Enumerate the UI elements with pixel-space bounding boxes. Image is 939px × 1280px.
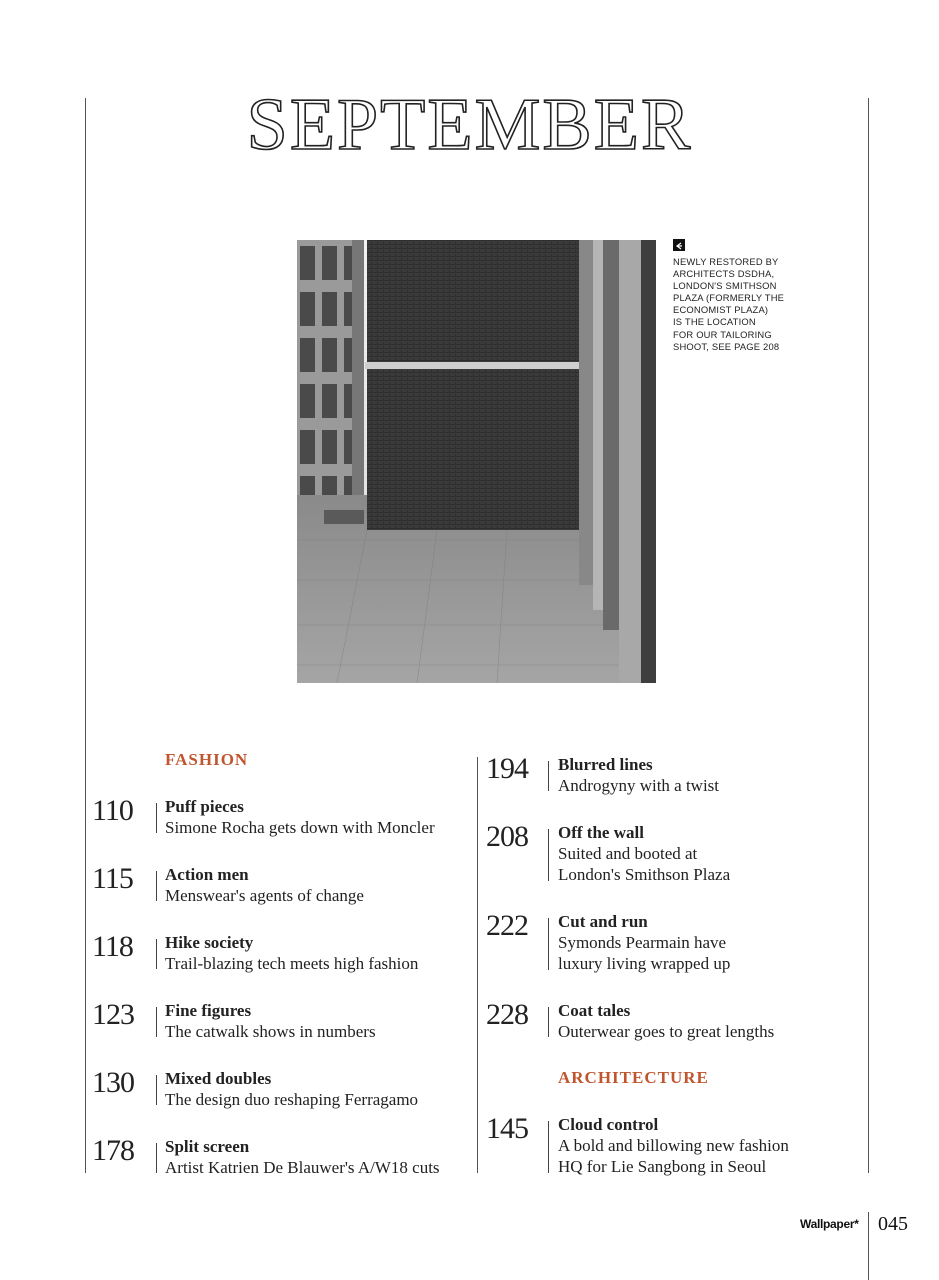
entry-divider: [548, 918, 549, 970]
caption-line: ECONOMIST PLAZA): [673, 304, 769, 316]
caption-line: PLAZA (FORMERLY THE: [673, 292, 785, 304]
footer-logo: Wallpaper*: [800, 1217, 859, 1231]
entry-description: Suited and booted at: [558, 844, 698, 863]
entry-title: Split screen: [165, 1137, 250, 1156]
caption-line: ARCHITECTS DSDHA,: [673, 268, 775, 280]
page-number: 228: [486, 998, 528, 1031]
entry-description: luxury living wrapped up: [558, 954, 731, 973]
entry-description: Androgyny with a twist: [558, 776, 720, 795]
entry-divider: [548, 1007, 549, 1037]
masthead-title: SEPTEMBER: [246, 84, 693, 166]
entry-divider: [548, 829, 549, 881]
entry-divider: [156, 803, 157, 833]
entry-description: The design duo reshaping Ferragamo: [165, 1090, 419, 1109]
caption-line: IS THE LOCATION: [673, 316, 756, 328]
page-number: 222: [486, 909, 528, 942]
caption-line: NEWLY RESTORED BY: [673, 256, 779, 267]
column-divider: [477, 757, 478, 1173]
entry-title: Off the wall: [558, 823, 644, 842]
footer-page-number: 045: [878, 1213, 908, 1235]
page-number: 208: [486, 820, 528, 853]
entry-description: HQ for Lie Sangbong in Seoul: [558, 1157, 767, 1176]
entry-title: Hike society: [165, 933, 254, 952]
footer-rule: [868, 1212, 869, 1280]
entry-description: Simone Rocha gets down with Moncler: [165, 818, 435, 837]
entry-description: Trail-blazing tech meets high fashion: [165, 954, 419, 973]
entry-description: The catwalk shows in numbers: [165, 1022, 376, 1041]
entry-divider: [156, 1007, 157, 1037]
entry-title: Cloud control: [558, 1115, 659, 1134]
page-number: 115: [92, 862, 133, 895]
page-number: 118: [92, 930, 133, 963]
entry-description: A bold and billowing new fashion: [558, 1136, 789, 1155]
page-number: 110: [92, 794, 133, 827]
entry-divider: [548, 1121, 549, 1173]
caption-line: LONDON'S SMITHSON: [673, 280, 777, 292]
entry-title: Mixed doubles: [165, 1069, 272, 1088]
entry-description: London's Smithson Plaza: [558, 865, 731, 884]
entry-title: Fine figures: [165, 1001, 252, 1020]
left-page-rule: [85, 98, 86, 1173]
entry-divider: [548, 761, 549, 791]
entry-description: Artist Katrien De Blauwer's A/W18 cuts: [165, 1158, 440, 1177]
page-number: 123: [92, 998, 134, 1031]
page-number: 194: [486, 752, 528, 785]
section-heading-fashion: FASHION: [165, 750, 249, 769]
photo-caption: [673, 256, 823, 353]
arrow-left-icon: [673, 239, 685, 251]
entry-title: Cut and run: [558, 912, 648, 931]
caption-line: FOR OUR TAILORING: [673, 328, 772, 340]
hero-photo: [297, 240, 656, 683]
section-heading-architecture: ARCHITECTURE: [558, 1068, 709, 1087]
page-number: 145: [486, 1112, 528, 1145]
entry-title: Puff pieces: [165, 797, 244, 816]
right-page-rule: [868, 98, 869, 1173]
entry-title: Action men: [165, 865, 249, 884]
caption-line: SHOOT, SEE PAGE 208: [673, 340, 780, 352]
entry-divider: [156, 1075, 157, 1105]
entry-divider: [156, 1143, 157, 1173]
page-number: 178: [92, 1134, 134, 1167]
entry-description: Symonds Pearmain have: [558, 933, 727, 952]
entry-description: Menswear's agents of change: [165, 886, 364, 905]
page-number: 130: [92, 1066, 134, 1099]
entry-divider: [156, 939, 157, 969]
entry-title: Coat tales: [558, 1001, 631, 1020]
entry-description: Outerwear goes to great lengths: [558, 1022, 775, 1041]
entry-title: Blurred lines: [558, 755, 653, 774]
entry-divider: [156, 871, 157, 901]
